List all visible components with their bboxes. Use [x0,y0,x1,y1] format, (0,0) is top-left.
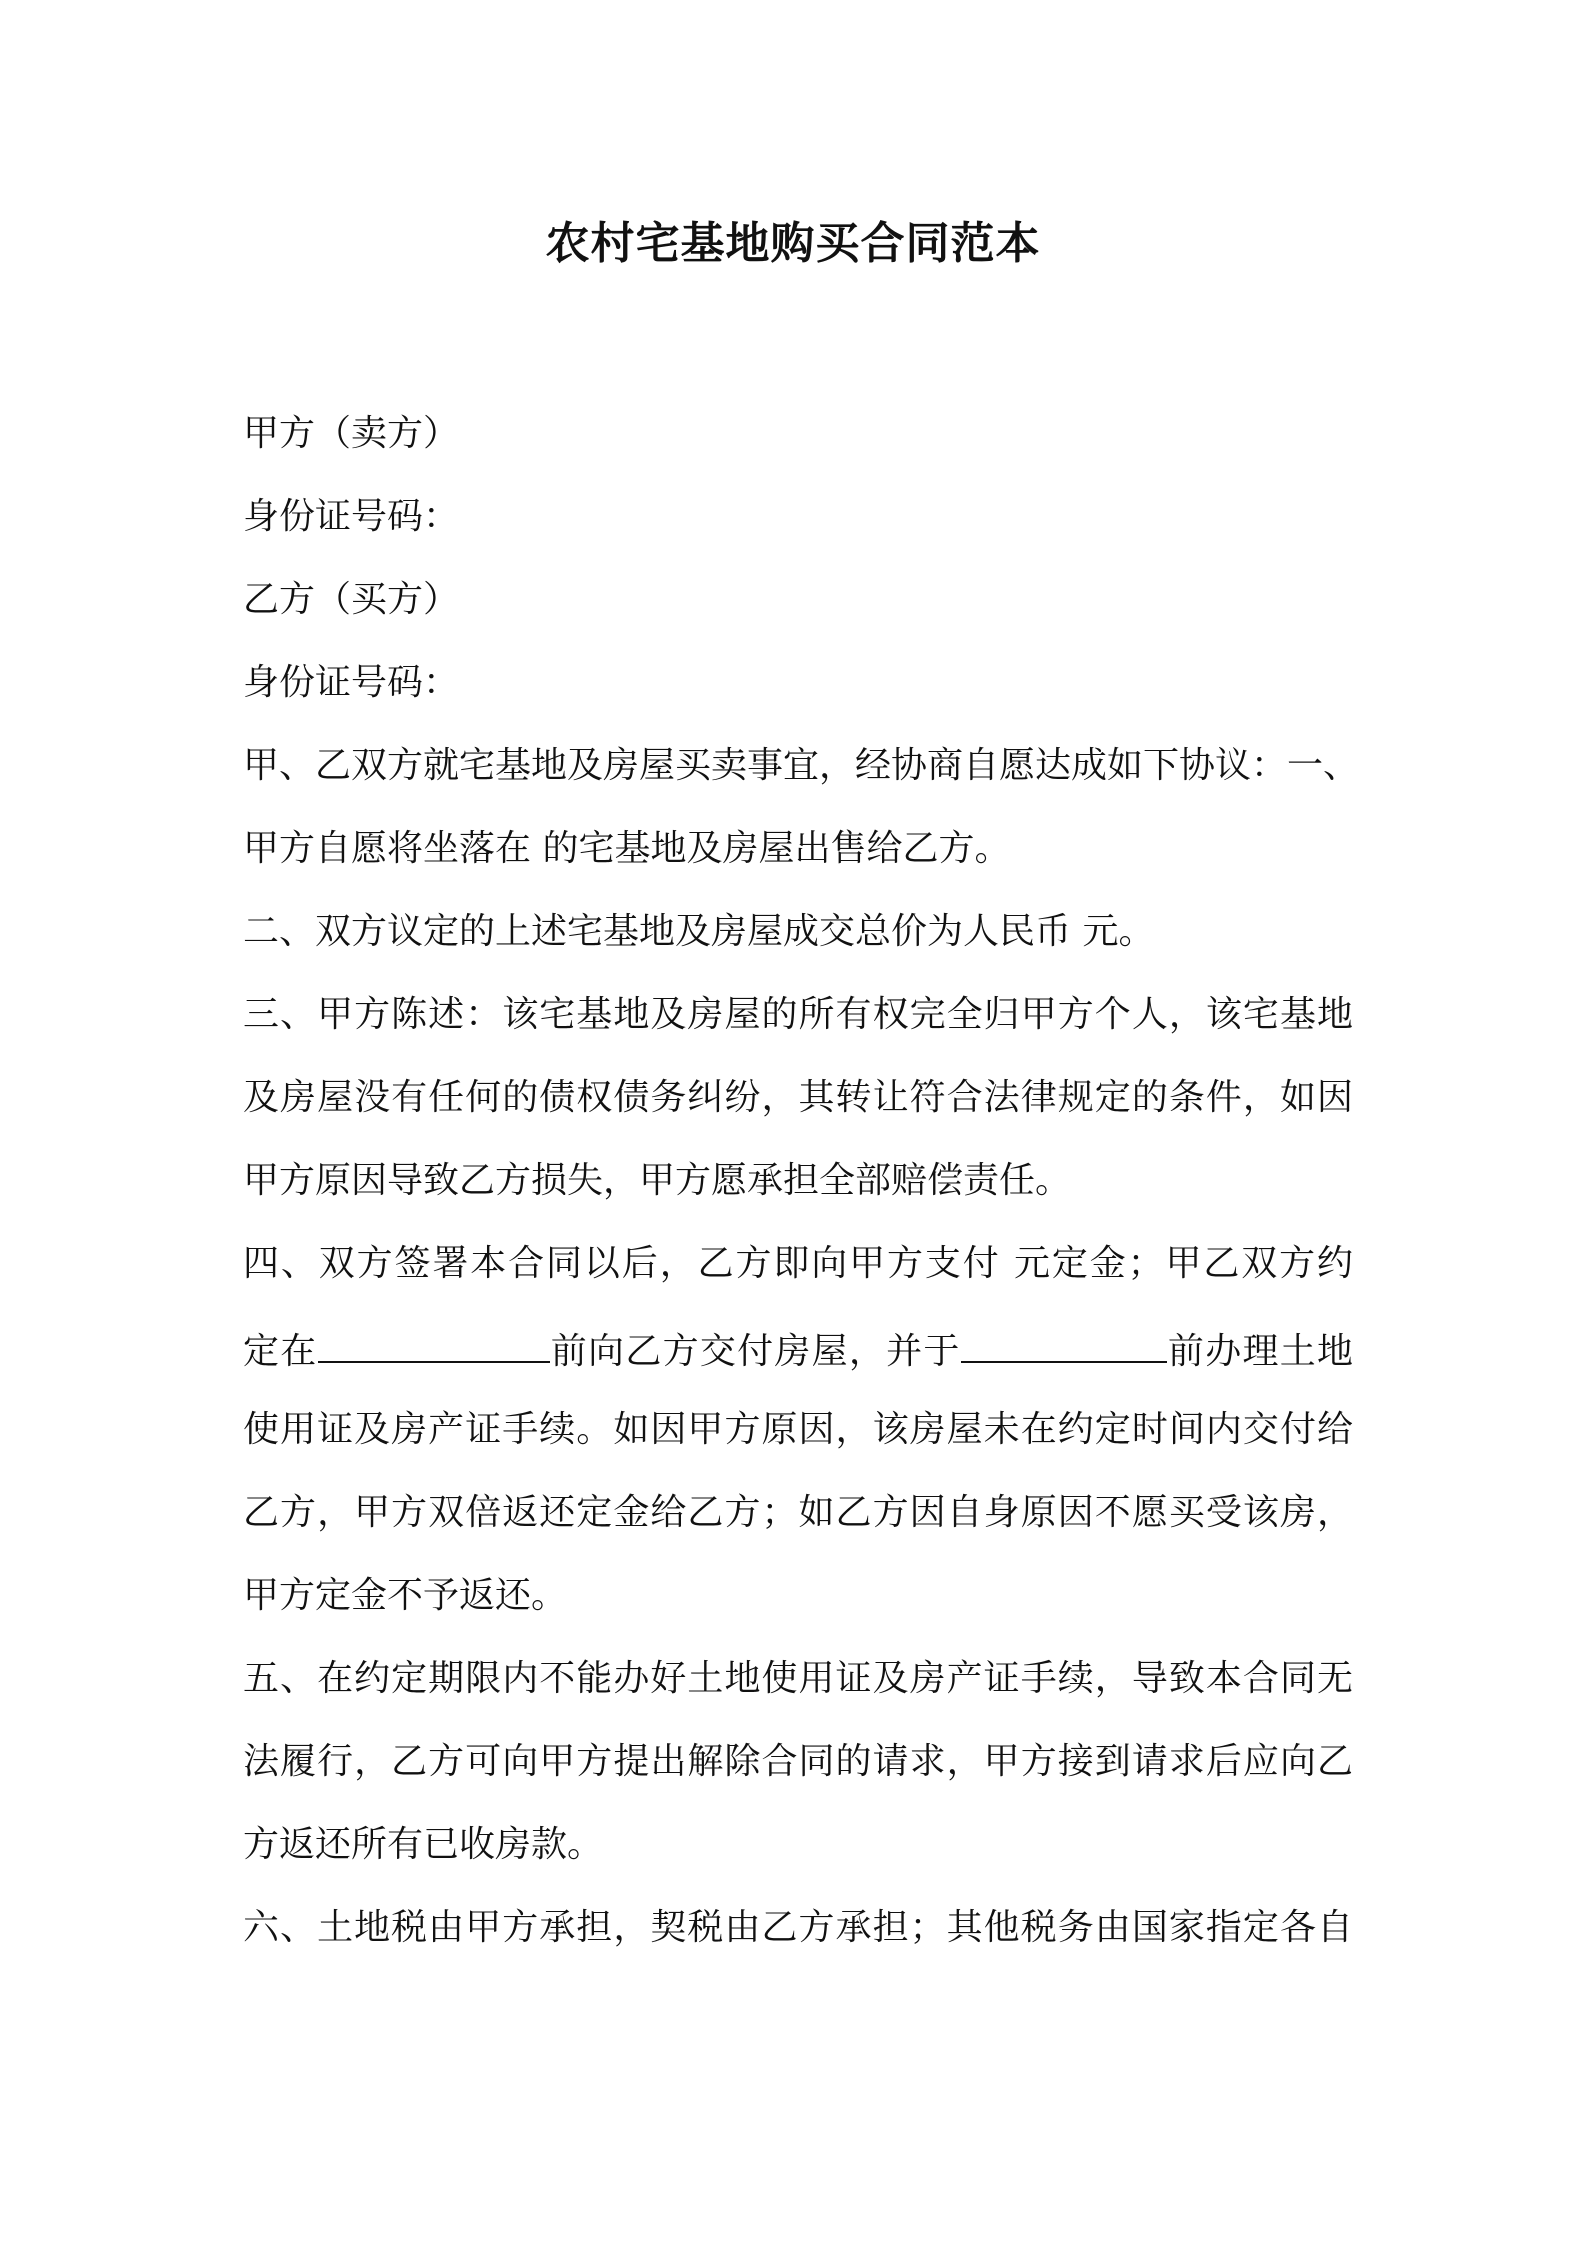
clause-3-line-2: 及房屋没有任何的债权债务纠纷，其转让符合法律规定的条件，如因 [243,1077,1353,1118]
party-a-id-label: 身份证号码： [243,496,460,537]
contract-body [243,404,1360,1981]
clause-4-text-a: 定在 [243,1331,318,1372]
clause-4-line-5: 甲方定金不予返还。 [243,1575,568,1616]
fill-in-blank-delivery-date [318,1317,550,1363]
clause-1-line: 甲方自愿将坐落在 的宅基地及房屋出售给乙方。 [243,828,1011,869]
fill-in-blank-certificate-date [961,1317,1167,1363]
clause-5-line-1: 五、在约定期限内不能办好土地使用证及房产证手续，导致本合同无 [243,1658,1353,1699]
clause-4-text-c: 前办理土地 [1166,1331,1353,1372]
party-b-label: 乙方（买方） [243,579,460,620]
clause-3-line-1: 三、甲方陈述：该宅基地及房屋的所有权完全归甲方个人，该宅基地 [243,994,1353,1035]
party-b-id-label: 身份证号码： [243,662,460,703]
agreement-intro-line: 甲、乙双方就宅基地及房屋买卖事宜，经协商自愿达成如下协议：一、 [243,745,1360,786]
clause-4-text-b: 前向乙方交付房屋，并于 [549,1331,961,1372]
clause-4-line-2 [243,1317,1353,1400]
clause-4-line-3: 使用证及房产证手续。如因甲方原因，该房屋未在约定时间内交付给 [243,1409,1353,1450]
document-title: 农村宅基地购买合同范本 [545,218,1041,269]
clause-4-line-1: 四、双方签署本合同以后，乙方即向甲方支付 元定金；甲乙双方约 [243,1243,1353,1284]
clause-4-line-4: 乙方，甲方双倍返还定金给乙方；如乙方因自身原因不愿买受该房， [243,1492,1353,1533]
clause-6-line-1: 六、土地税由甲方承担，契税由乙方承担；其他税务由国家指定各自 [243,1907,1353,1948]
party-a-label: 甲方（卖方） [243,413,460,454]
clause-3-line-3: 甲方原因导致乙方损失，甲方愿承担全部赔偿责任。 [243,1160,1072,1201]
clause-2-line: 二、双方议定的上述宅基地及房屋成交总价为人民币 元。 [243,911,1155,952]
clause-5-line-2: 法履行，乙方可向甲方提出解除合同的请求，甲方接到请求后应向乙 [243,1741,1353,1782]
clause-5-line-3: 方返还所有已收房款。 [243,1824,604,1865]
